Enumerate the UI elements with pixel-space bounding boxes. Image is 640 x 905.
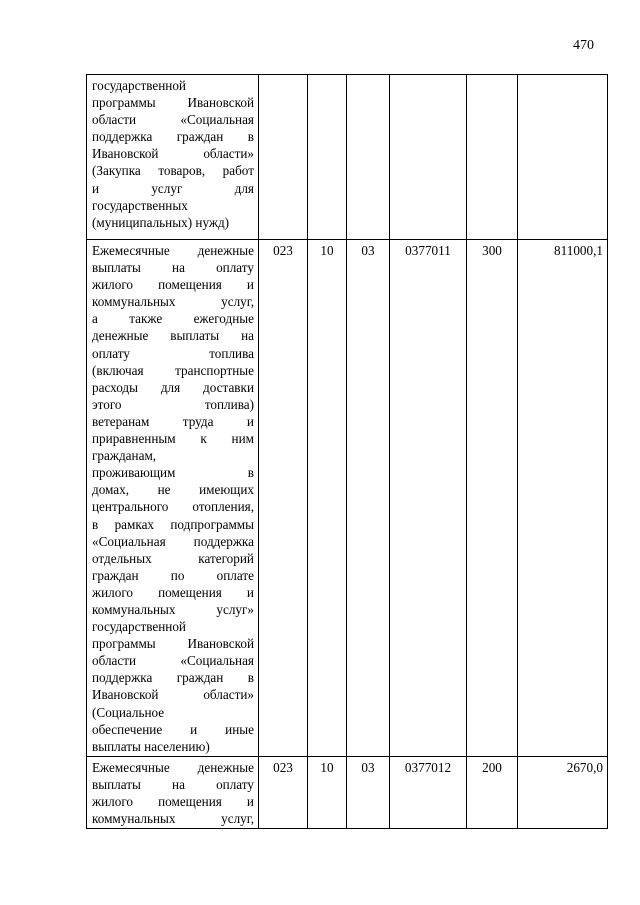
name-line: оплату топлива bbox=[92, 345, 254, 361]
name-line: Ивановской области» bbox=[92, 687, 254, 703]
name-line: проживающим в bbox=[92, 465, 254, 481]
ministry-code-cell: 023 bbox=[259, 240, 308, 757]
subsection-code-cell bbox=[347, 75, 390, 240]
name-line: Ежемесячные денежные bbox=[92, 759, 254, 775]
name-line: отдельных категорий bbox=[92, 550, 254, 566]
row-name-cell bbox=[87, 240, 259, 757]
name-line: поддержка граждан в bbox=[92, 129, 254, 145]
name-line: выплаты населению) bbox=[92, 738, 210, 754]
table-row bbox=[87, 75, 608, 240]
table-row bbox=[87, 756, 608, 828]
name-line: гражданам, bbox=[92, 448, 157, 464]
name-line: жилого помещения и bbox=[92, 794, 254, 809]
name-line: государственной bbox=[92, 78, 186, 93]
name-line: в рамках подпрограммы bbox=[92, 516, 254, 532]
name-line: коммунальных услуг, bbox=[92, 811, 254, 827]
name-line: коммунальных услуг, bbox=[92, 294, 254, 310]
budget-table bbox=[86, 74, 608, 829]
name-line: расходы для доставки bbox=[92, 379, 254, 395]
sum-cell bbox=[518, 75, 608, 240]
name-line: Ежемесячные денежные bbox=[92, 243, 254, 258]
name-line: этого топлива) bbox=[92, 396, 254, 412]
name-line: ветеранам труда и bbox=[92, 413, 254, 429]
subsection-code-cell: 03 bbox=[347, 240, 390, 757]
name-line: денежные выплаты на bbox=[92, 328, 254, 344]
name-line: (включая транспортные bbox=[92, 362, 254, 378]
name-line: жилого помещения и bbox=[92, 277, 254, 293]
name-line: выплаты на оплату bbox=[92, 776, 254, 792]
name-line: «Социальная поддержка bbox=[92, 533, 254, 549]
name-line: коммунальных услуг» bbox=[92, 601, 254, 617]
name-line: центрального отопления, bbox=[92, 499, 254, 515]
name-line: (Социальное bbox=[92, 704, 165, 720]
name-line: программы Ивановской bbox=[92, 636, 254, 652]
expense-type-cell bbox=[467, 75, 518, 240]
name-line: выплаты на оплату bbox=[92, 260, 254, 276]
row-name-cell bbox=[87, 756, 259, 828]
section-code-cell: 10 bbox=[308, 240, 347, 757]
name-line: (Закупка товаров, работ bbox=[92, 163, 254, 179]
name-line: области «Социальная bbox=[92, 112, 254, 128]
ministry-code-cell: 023 bbox=[259, 756, 308, 828]
target-code-cell: 0377012 bbox=[390, 756, 467, 828]
name-line: Ивановской области» bbox=[92, 146, 254, 162]
target-code-cell: 0377011 bbox=[390, 240, 467, 757]
name-line: а также ежегодные bbox=[92, 311, 254, 327]
name-line: программы Ивановской bbox=[92, 95, 254, 111]
subsection-code-cell: 03 bbox=[347, 756, 390, 828]
name-line: граждан по оплате bbox=[92, 567, 254, 583]
target-code-cell bbox=[390, 75, 467, 240]
name-line: государственной bbox=[92, 619, 186, 635]
table-row bbox=[87, 240, 608, 757]
name-line: (муниципальных) нужд) bbox=[92, 214, 230, 230]
name-line: обеспечение и иные bbox=[92, 721, 254, 737]
sum-cell: 811000,1 bbox=[518, 240, 608, 757]
expense-type-cell: 200 bbox=[467, 756, 518, 828]
name-line: области «Социальная bbox=[92, 653, 254, 669]
sum-cell: 2670,0 bbox=[518, 756, 608, 828]
name-line: жилого помещения и bbox=[92, 584, 254, 600]
section-code-cell: 10 bbox=[308, 756, 347, 828]
name-line: государственных bbox=[92, 197, 188, 213]
name-line: приравненным к ним bbox=[92, 431, 254, 447]
name-line: и услуг для bbox=[92, 180, 254, 196]
section-code-cell bbox=[308, 75, 347, 240]
name-line: поддержка граждан в bbox=[92, 670, 254, 686]
page-number: 470 bbox=[573, 38, 594, 53]
name-line: домах, не имеющих bbox=[92, 482, 254, 498]
row-name-cell bbox=[87, 75, 259, 240]
expense-type-cell: 300 bbox=[467, 240, 518, 757]
ministry-code-cell bbox=[259, 75, 308, 240]
